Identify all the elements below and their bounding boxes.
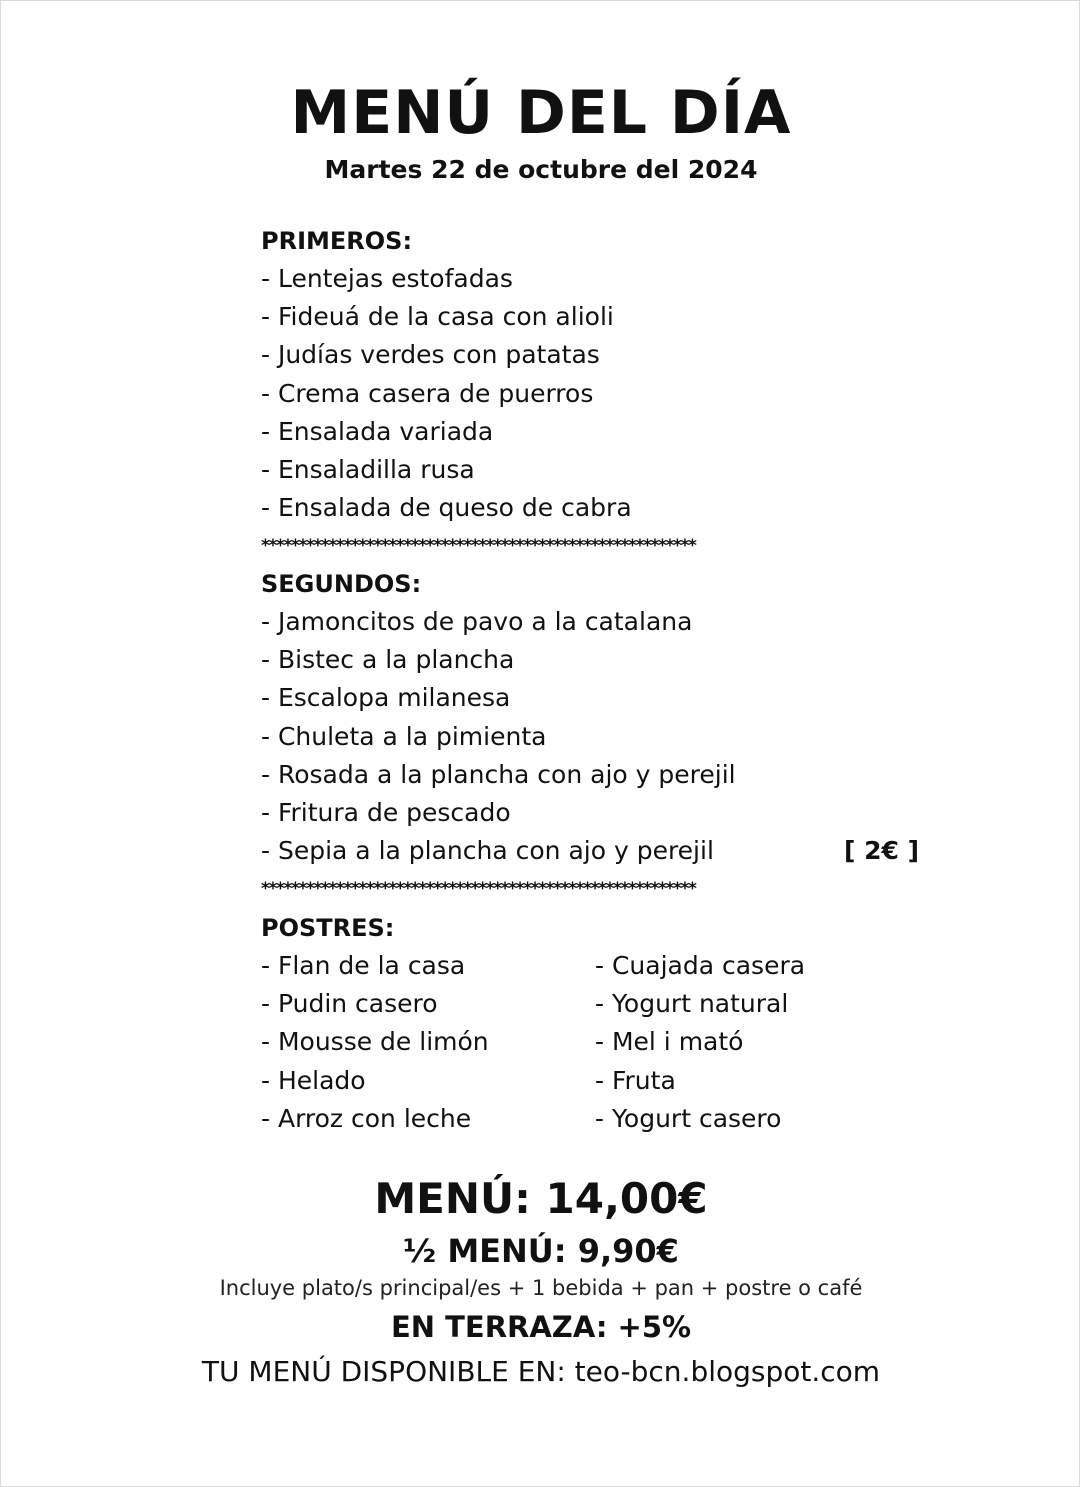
primeros-section bbox=[261, 222, 991, 565]
list-item: - Chuleta a la pimienta bbox=[261, 721, 547, 751]
list-item-label: - Sepia a la plancha con ajo y perejil bbox=[261, 836, 714, 866]
includes-note: Incluye plato/s principal/es + 1 bebida + pan + postre o café bbox=[219, 1276, 863, 1300]
list-item: - Helado bbox=[261, 1065, 366, 1095]
list-item: - Fritura de pescado bbox=[261, 797, 511, 827]
half-menu-price: ½ MENÚ: 9,90€ bbox=[403, 1232, 679, 1270]
list-item: - Arroz con leche bbox=[261, 1103, 472, 1133]
separator-stars: ********************************************************** bbox=[261, 536, 696, 557]
section-heading-postres: POSTRES: bbox=[261, 914, 395, 942]
list-item: - Crema casera de puerros bbox=[261, 378, 594, 408]
menu-date: Martes 22 de octubre del 2024 bbox=[324, 155, 758, 184]
supplement-price: [ 2€ ] bbox=[844, 836, 920, 866]
list-item: - Pudin casero bbox=[261, 989, 438, 1019]
list-item: - Ensalada variada bbox=[261, 416, 494, 446]
list-item: - Escalopa milanesa bbox=[261, 683, 511, 713]
list-item: - Rosada a la plancha con ajo y perejil bbox=[261, 759, 736, 789]
postres-section bbox=[261, 909, 806, 1133]
list-item: - Lentejas estofadas bbox=[261, 264, 513, 293]
list-item: - Judías verdes con patatas bbox=[261, 340, 600, 370]
list-item: - Bistec a la plancha bbox=[261, 645, 515, 675]
list-item: - Jamoncitos de pavo a la catalana bbox=[261, 607, 693, 636]
page-title: MENÚ DEL DÍA bbox=[290, 78, 792, 148]
list-item: - Mel i mató bbox=[595, 1027, 744, 1057]
list-item: - Fruta bbox=[595, 1065, 676, 1095]
section-heading-segundos: SEGUNDOS: bbox=[261, 570, 422, 598]
postres-left-column bbox=[261, 947, 489, 1138]
list-item: - Cuajada casera bbox=[595, 951, 806, 980]
list-item: - Yogurt casero bbox=[595, 1103, 782, 1133]
menu-price: MENÚ: 14,00€ bbox=[374, 1174, 708, 1223]
section-heading-primeros: PRIMEROS: bbox=[261, 227, 413, 255]
terraza-surcharge: EN TERRAZA: +5% bbox=[390, 1310, 692, 1344]
list-item: - Fideuá de la casa con alioli bbox=[261, 302, 614, 332]
list-item: - Mousse de limón bbox=[261, 1027, 489, 1057]
separator-stars: ********************************************************** bbox=[261, 879, 696, 900]
list-item: - Ensaladilla rusa bbox=[261, 454, 475, 484]
list-item: - Yogurt natural bbox=[595, 989, 789, 1019]
list-item-with-supplement bbox=[261, 832, 991, 870]
list-item: - Flan de la casa bbox=[261, 951, 466, 980]
list-item: - Ensalada de queso de cabra bbox=[261, 493, 632, 523]
segundos-section bbox=[261, 565, 991, 908]
postres-right-column bbox=[595, 947, 805, 1138]
availability-note: TU MENÚ DISPONIBLE EN: teo-bcn.blogspot.com bbox=[201, 1355, 881, 1388]
